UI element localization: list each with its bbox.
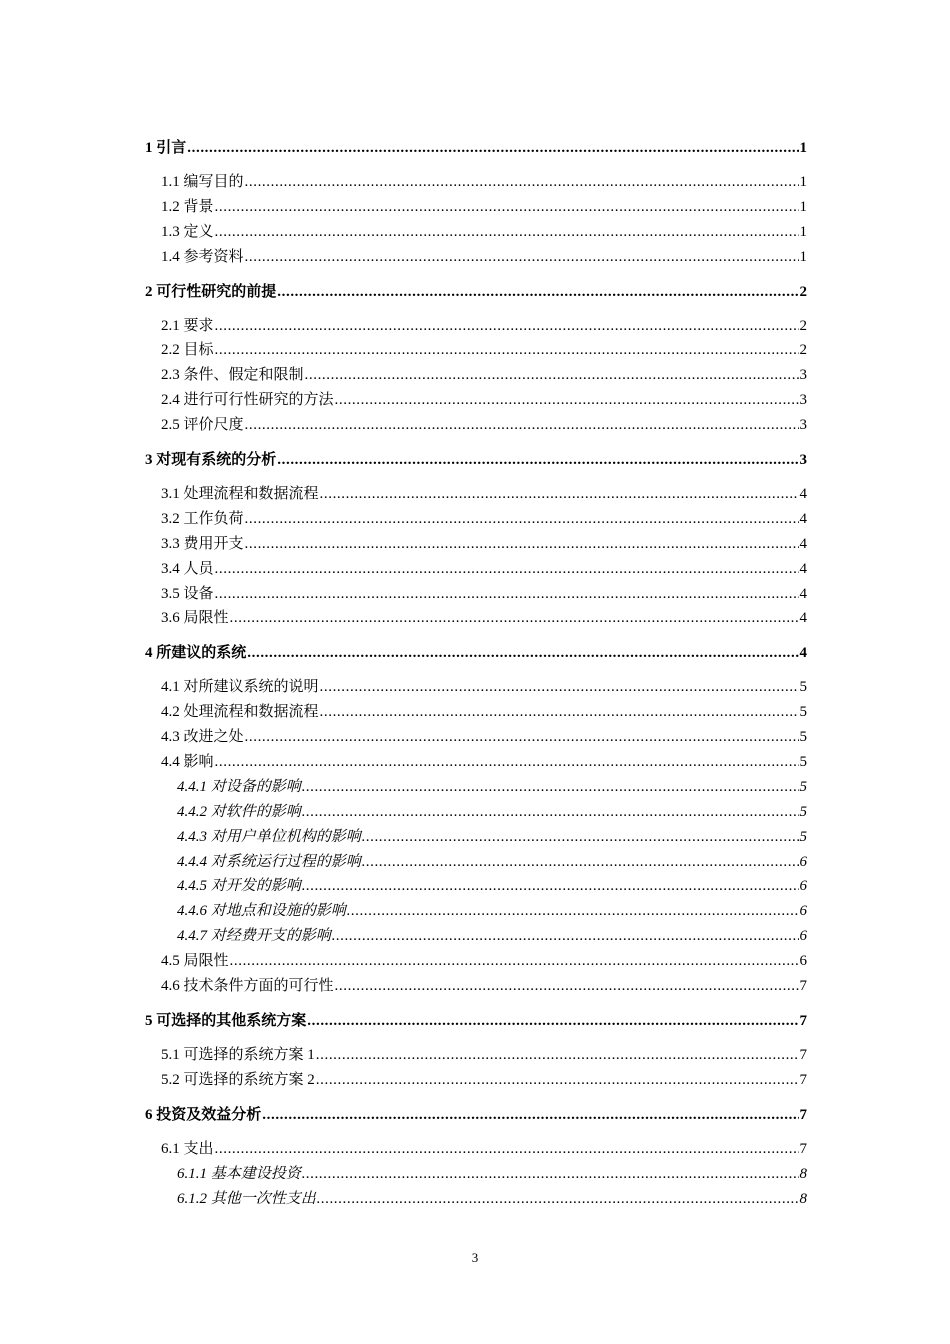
toc-entry-title: 1.2 背景 <box>161 198 214 215</box>
toc-entry-page: 4 <box>799 585 807 602</box>
toc-entry-title: 5.1 可选择的系统方案 1 <box>161 1046 315 1063</box>
toc-entry[interactable] <box>145 557 807 582</box>
toc-entry-page: 3 <box>799 367 807 384</box>
toc-entry[interactable] <box>145 338 807 363</box>
toc-entry-page: 4 <box>799 535 807 552</box>
toc-entry[interactable] <box>145 1103 807 1127</box>
dot-leader <box>320 704 799 721</box>
toc-entry[interactable] <box>145 675 807 700</box>
dot-leader <box>320 679 799 696</box>
dot-leader <box>215 224 799 241</box>
toc-entry[interactable] <box>145 413 807 438</box>
toc-entry[interactable] <box>145 280 807 304</box>
dot-leader <box>245 729 799 746</box>
toc-entry[interactable] <box>145 482 807 507</box>
toc-entry-title: 4.6 技术条件方面的可行性 <box>161 978 334 995</box>
toc-entry-page: 7 <box>799 1071 807 1088</box>
toc-entry[interactable] <box>145 507 807 532</box>
dot-leader <box>215 318 799 335</box>
toc-entry[interactable] <box>145 245 807 270</box>
toc-entry[interactable] <box>145 1187 807 1212</box>
dot-leader <box>302 878 799 895</box>
toc-entry-title: 4.1 对所建议系统的说明 <box>161 679 319 696</box>
toc-entry-title: 3.2 工作负荷 <box>161 510 244 527</box>
dot-leader <box>362 829 799 846</box>
toc-entry-title: 3.5 设备 <box>161 585 214 602</box>
toc-entry[interactable] <box>145 1068 807 1093</box>
toc-entry-page: 8 <box>799 1165 807 1182</box>
toc-entry-page: 1 <box>799 140 807 156</box>
dot-leader <box>302 1166 799 1183</box>
toc-entry-title: 4.4.1 对设备的影响 <box>177 778 301 795</box>
toc-entry-page: 6 <box>799 953 807 970</box>
dot-leader <box>317 1191 799 1208</box>
toc-entry-title: 3.4 人员 <box>161 560 214 577</box>
toc-entry[interactable] <box>145 750 807 775</box>
toc-entry-title: 4.4.5 对开发的影响 <box>177 878 301 895</box>
toc-entry[interactable] <box>145 899 807 924</box>
dot-leader <box>215 1141 799 1158</box>
toc-entry-page: 5 <box>799 803 807 820</box>
toc-entry-title: 3 对现有系统的分析 <box>145 452 277 469</box>
toc-entry-page: 5 <box>799 679 807 696</box>
toc-entry-page: 4 <box>799 645 807 662</box>
toc-entry-title: 4.4.4 对系统运行过程的影响 <box>177 853 361 870</box>
dot-leader <box>245 417 799 434</box>
table-of-contents <box>145 136 807 1211</box>
toc-entry-title: 4.3 改进之处 <box>161 729 244 746</box>
toc-entry-page: 7 <box>799 1106 807 1123</box>
toc-entry-title: 3.6 局限性 <box>161 610 229 627</box>
toc-entry-page: 6 <box>799 903 807 920</box>
toc-entry-title: 1.4 参考资料 <box>161 248 244 265</box>
toc-entry-title: 5 可选择的其他系统方案 <box>145 1012 307 1029</box>
toc-entry-title: 2.5 评价尺度 <box>161 417 244 434</box>
dot-leader <box>305 367 799 384</box>
dot-leader <box>302 804 799 821</box>
toc-entry[interactable] <box>145 314 807 339</box>
toc-entry[interactable] <box>145 850 807 875</box>
toc-entry[interactable] <box>145 606 807 631</box>
toc-entry-title: 3.3 费用开支 <box>161 535 244 552</box>
toc-entry-title: 4.4.7 对经费开支的影响 <box>177 928 331 945</box>
toc-entry[interactable] <box>145 700 807 725</box>
toc-entry[interactable] <box>145 448 807 472</box>
toc-entry-page: 3 <box>799 392 807 409</box>
toc-entry-title: 4.2 处理流程和数据流程 <box>161 704 319 721</box>
toc-entry[interactable] <box>145 874 807 899</box>
dot-leader <box>215 561 799 578</box>
dot-leader <box>277 452 798 469</box>
dot-leader <box>335 978 799 995</box>
toc-entry-page: 2 <box>799 317 807 334</box>
toc-entry-page: 1 <box>799 223 807 240</box>
toc-entry-title: 2.4 进行可行性研究的方法 <box>161 392 334 409</box>
toc-entry-page: 7 <box>799 1012 807 1029</box>
toc-entry-title: 2 可行性研究的前提 <box>145 283 277 300</box>
toc-entry-title: 2.1 要求 <box>161 317 214 334</box>
toc-entry[interactable] <box>145 532 807 557</box>
toc-entry-title: 6.1.1 基本建设投资 <box>177 1165 301 1182</box>
toc-entry-page: 7 <box>799 1046 807 1063</box>
toc-entry[interactable] <box>145 1162 807 1187</box>
dot-leader <box>215 342 799 359</box>
toc-entry-page: 1 <box>799 248 807 265</box>
toc-entry-title: 5.2 可选择的系统方案 2 <box>161 1071 315 1088</box>
dot-leader <box>362 854 799 871</box>
toc-entry-page: 5 <box>799 729 807 746</box>
toc-entry-title: 6.1 支出 <box>161 1140 214 1157</box>
toc-entry-page: 6 <box>799 928 807 945</box>
dot-leader <box>245 536 799 553</box>
toc-entry[interactable] <box>145 136 807 160</box>
dot-leader <box>247 645 798 662</box>
dot-leader <box>215 586 799 603</box>
toc-entry-title: 4.4.2 对软件的影响 <box>177 803 301 820</box>
toc-entry-page: 4 <box>799 560 807 577</box>
dot-leader <box>320 486 799 503</box>
dot-leader <box>316 1072 799 1089</box>
toc-entry[interactable] <box>145 1009 807 1033</box>
toc-entry[interactable] <box>145 974 807 999</box>
dot-leader <box>347 903 799 920</box>
toc-entry[interactable] <box>145 388 807 413</box>
dot-leader <box>230 953 799 970</box>
toc-entry-title: 3.1 处理流程和数据流程 <box>161 486 319 503</box>
dot-leader <box>262 1107 798 1124</box>
toc-entry-page: 2 <box>799 342 807 359</box>
dot-leader <box>277 284 798 301</box>
toc-entry[interactable] <box>145 195 807 220</box>
toc-entry-page: 1 <box>799 174 807 190</box>
toc-entry-page: 7 <box>799 978 807 995</box>
dot-leader <box>215 199 799 216</box>
toc-entry-title: 2.3 条件、假定和限制 <box>161 367 304 384</box>
toc-entry[interactable] <box>145 170 807 195</box>
toc-entry[interactable] <box>145 1043 807 1068</box>
toc-entry-page: 3 <box>799 417 807 434</box>
toc-entry-title: 1.1 编写目的 <box>161 174 244 190</box>
dot-leader <box>187 140 798 157</box>
toc-entry-page: 5 <box>799 778 807 795</box>
toc-entry[interactable] <box>145 800 807 825</box>
toc-entry-page: 6 <box>799 878 807 895</box>
dot-leader <box>215 754 799 771</box>
toc-entry[interactable] <box>145 949 807 974</box>
toc-entry-title: 6.1.2 其他一次性支出 <box>177 1190 316 1207</box>
toc-entry-title: 1.3 定义 <box>161 223 214 240</box>
toc-entry-page: 5 <box>799 754 807 771</box>
toc-entry[interactable] <box>145 641 807 665</box>
toc-entry-page: 5 <box>799 704 807 721</box>
toc-entry-title: 4.4 影响 <box>161 754 214 771</box>
toc-entry-page: 2 <box>799 283 807 300</box>
toc-entry-page: 7 <box>799 1140 807 1157</box>
toc-entry[interactable] <box>145 1137 807 1162</box>
toc-entry[interactable] <box>145 582 807 607</box>
dot-leader <box>245 511 799 528</box>
toc-entry-page: 8 <box>799 1190 807 1207</box>
dot-leader <box>245 174 799 191</box>
toc-entry-title: 1 引言 <box>145 140 187 156</box>
toc-entry[interactable] <box>145 924 807 949</box>
dot-leader <box>332 928 799 945</box>
toc-entry[interactable] <box>145 220 807 245</box>
toc-entry-title: 4.4.3 对用户单位机构的影响 <box>177 828 361 845</box>
toc-entry-page: 3 <box>799 452 807 469</box>
dot-leader <box>302 779 799 796</box>
toc-entry[interactable] <box>145 725 807 750</box>
dot-leader <box>245 249 799 266</box>
toc-entry-page: 4 <box>799 610 807 627</box>
dot-leader <box>316 1047 799 1064</box>
toc-entry-title: 4.5 局限性 <box>161 953 229 970</box>
toc-entry-title: 4 所建议的系统 <box>145 645 247 662</box>
dot-leader <box>307 1013 798 1030</box>
toc-entry-page: 4 <box>799 486 807 503</box>
toc-entry-page: 4 <box>799 510 807 527</box>
page-number: 3 <box>471 1250 479 1265</box>
toc-entry-page: 1 <box>799 198 807 215</box>
dot-leader <box>230 610 799 627</box>
toc-entry-title: 6 投资及效益分析 <box>145 1106 262 1123</box>
toc-entry[interactable] <box>145 363 807 388</box>
dot-leader <box>335 392 799 409</box>
toc-entry[interactable] <box>145 825 807 850</box>
toc-entry[interactable] <box>145 775 807 800</box>
toc-entry-page: 6 <box>799 853 807 870</box>
toc-entry-title: 4.4.6 对地点和设施的影响 <box>177 903 346 920</box>
toc-entry-title: 2.2 目标 <box>161 342 214 359</box>
toc-entry-page: 5 <box>799 828 807 845</box>
